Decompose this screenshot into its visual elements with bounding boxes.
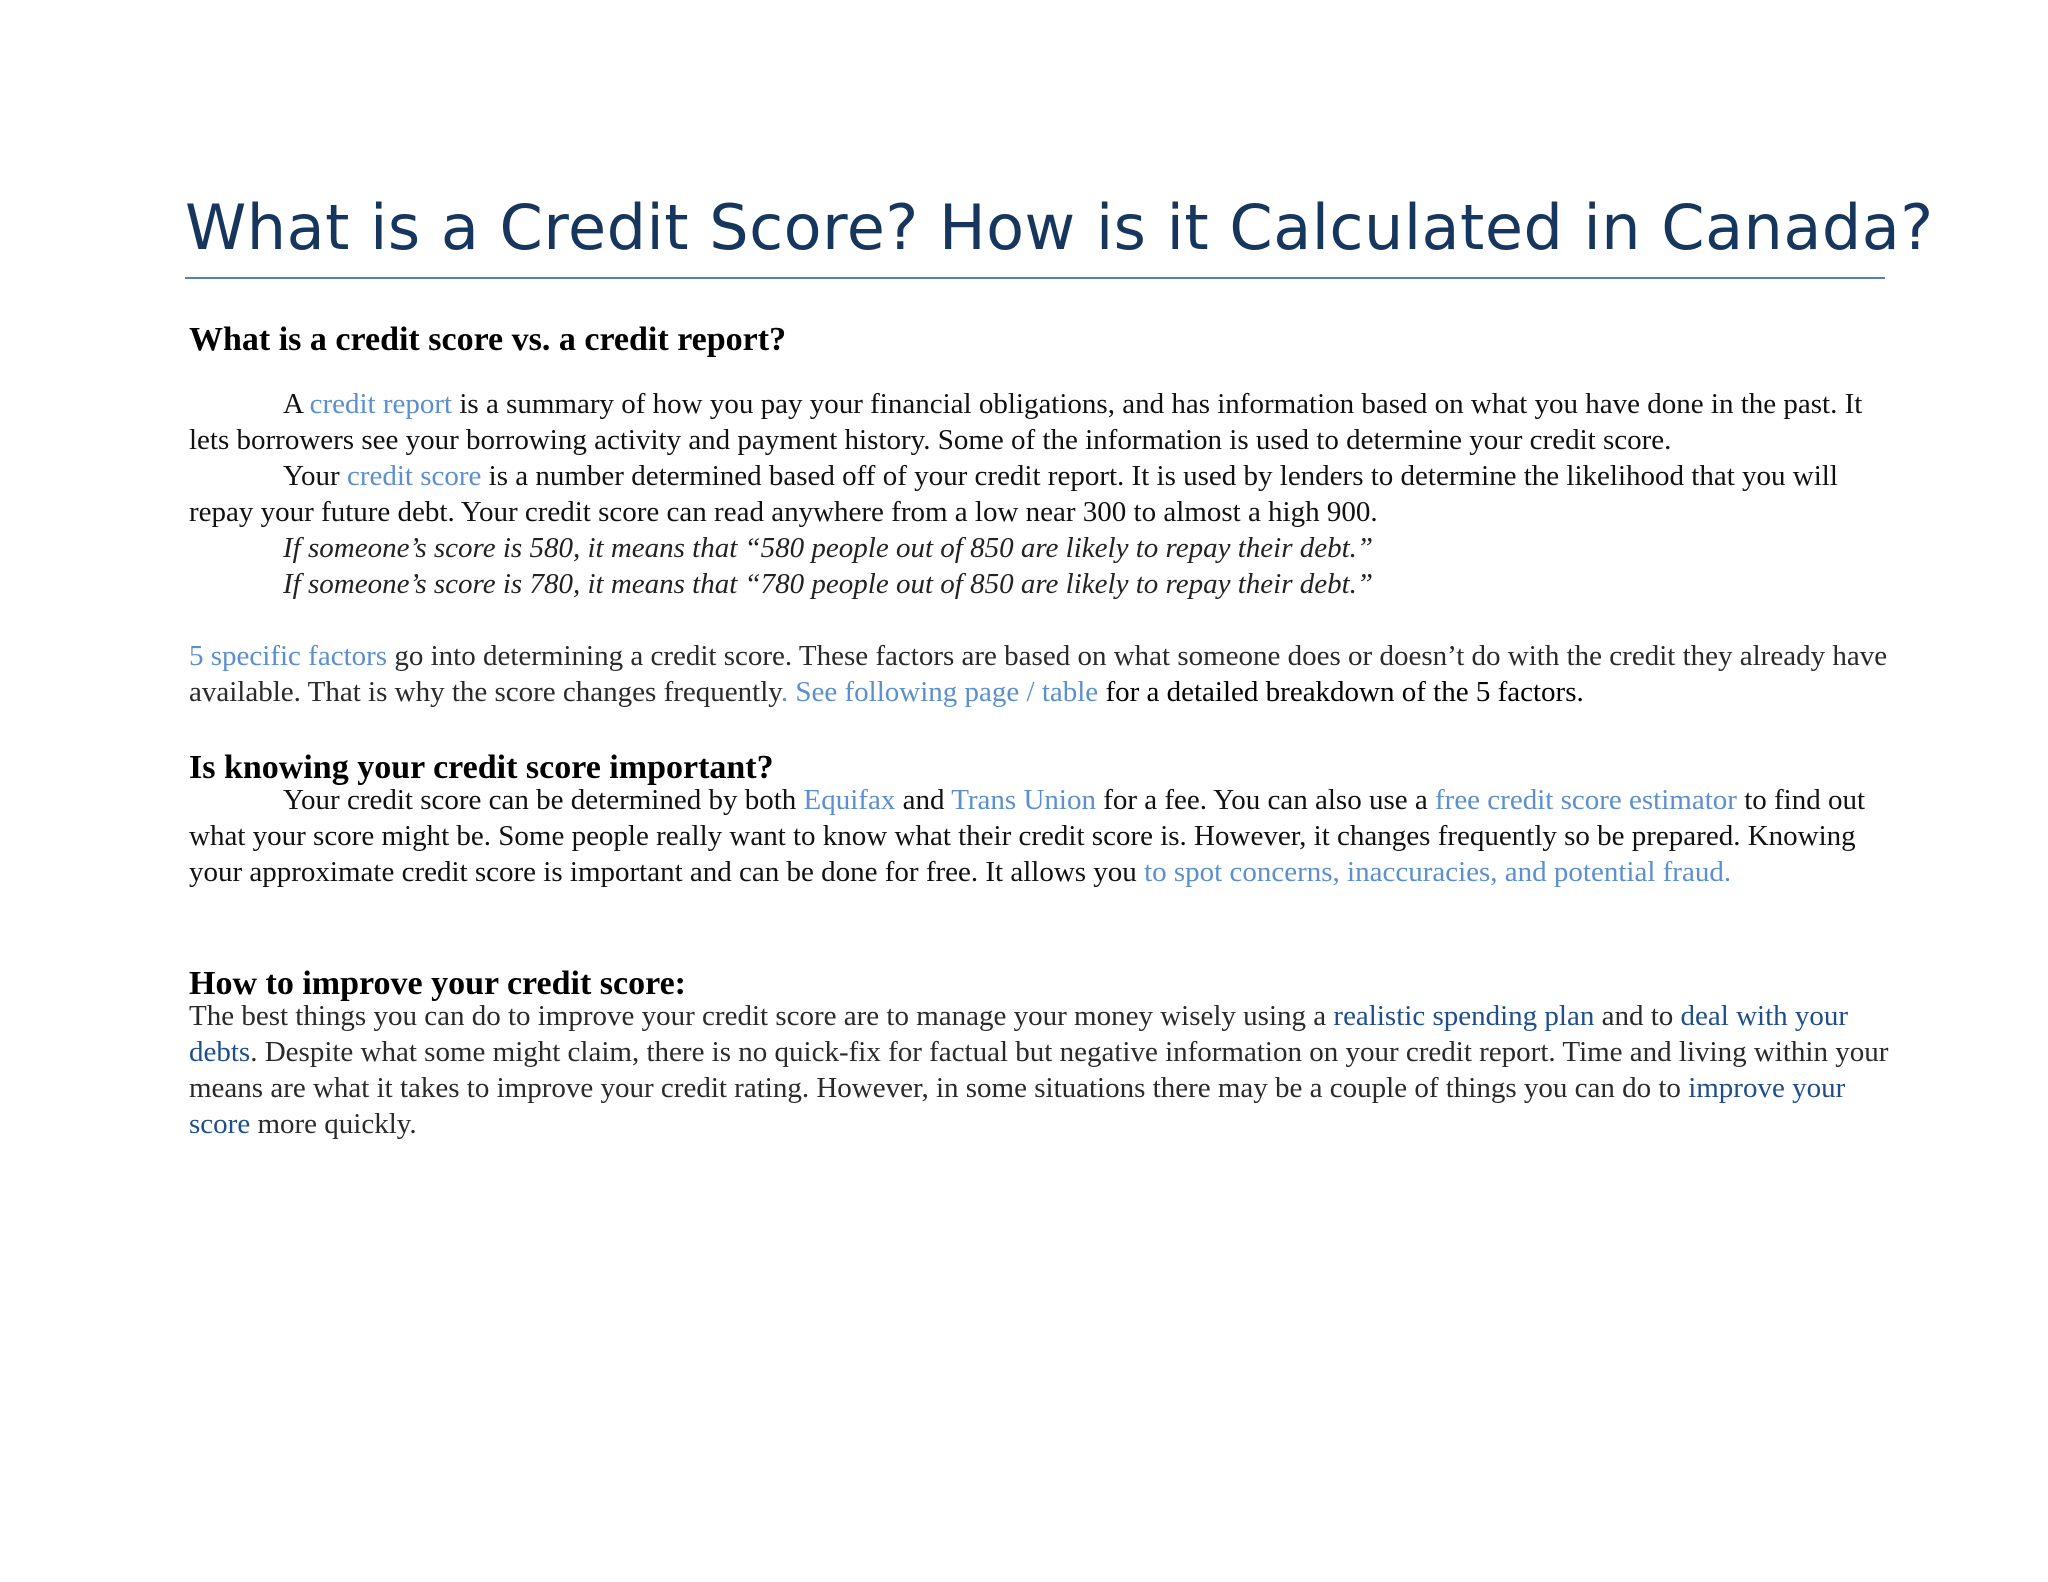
link-equifax[interactable]: Equifax	[803, 784, 896, 816]
heading-knowing-score-important: Is knowing your credit score important?	[189, 749, 774, 786]
text-segment: more quickly.	[250, 1108, 417, 1140]
text-segment: A	[283, 388, 310, 420]
link-credit-score[interactable]: credit score	[346, 460, 482, 492]
title-underline	[185, 277, 1885, 279]
link-five-factors[interactable]: 5 specific factors	[189, 640, 388, 672]
paragraph-credit-score	[189, 458, 1889, 530]
paragraph-five-factors	[189, 638, 1889, 710]
link-deal-with-debts[interactable]: deal with your debts	[189, 1000, 1849, 1068]
link-trans-union[interactable]: Trans Union	[951, 784, 1096, 816]
link-spot-concerns[interactable]: to spot concerns, inaccuracies, and potential fraud.	[1144, 856, 1732, 888]
paragraph-improve-score	[189, 998, 1889, 1142]
heading-improve-credit-score: How to improve your credit score:	[189, 965, 687, 1002]
text-segment: to find out what your score might be. Some people really want to know what their credit score is. However, it changes frequently so be prepared. Knowing your approximate credit score is important and can be done for free. It allows you	[189, 784, 1866, 888]
link-realistic-spending-plan[interactable]: realistic spending plan	[1333, 1000, 1595, 1032]
paragraph-knowing-score	[189, 782, 1889, 890]
heading-credit-score-vs-report: What is a credit score vs. a credit report?	[189, 321, 787, 358]
page-title: What is a Credit Score? How is it Calculated in Canada?	[185, 191, 1934, 264]
text-segment: The best things you can do to improve your credit score are to manage your money wisely using a	[189, 1000, 1334, 1032]
text-segment: is a number determined based off of your credit report. It is used by lenders to determine the likelihood that you will repay your future debt. Your credit score can read anywhere from a low near 300 to almost a high 900.	[189, 460, 1838, 528]
example-score-580: If someone’s score is 580, it means that “580 people out of 850 are likely to repay their debt.”	[283, 532, 1374, 564]
text-segment: Your credit score can be determined by both	[283, 784, 804, 816]
text-segment: and	[895, 784, 952, 816]
link-credit-report[interactable]: credit report	[309, 388, 453, 420]
text-segment: Your	[283, 460, 347, 492]
text-segment: go into determining a credit score. These factors are based on what someone does or doesn’t do with the credit they already have available. That is why the score changes frequently	[189, 640, 1888, 708]
example-score-780: If someone’s score is 780, it means that “780 people out of 850 are likely to repay their debt.”	[283, 568, 1374, 600]
text-segment: . Despite what some might claim, there is no quick-fix for factual but negative information on your credit report. Time and living within your means are what it takes to improve your credit rating. However, in some situations there may be a couple of things you can do to	[189, 1036, 1889, 1104]
text-segment: is a summary of how you pay your financial obligations, and has information based on what you have done in the past. It lets borrowers see your borrowing activity and payment history. Some of the information is used to determine your credit score.	[189, 388, 1863, 456]
text-segment: for a detailed breakdown of the 5 factors.	[1098, 676, 1584, 708]
text-segment: and to	[1594, 1000, 1681, 1032]
link-following-page-table[interactable]: . See following page / table	[780, 676, 1099, 708]
paragraph-credit-report	[189, 386, 1889, 458]
link-improve-your-score[interactable]: improve your score	[189, 1072, 1846, 1140]
link-free-credit-score-estimator[interactable]: free credit score estimator	[1435, 784, 1737, 816]
document-body	[189, 318, 1889, 1142]
text-segment: for a fee. You can also use a	[1095, 784, 1435, 816]
